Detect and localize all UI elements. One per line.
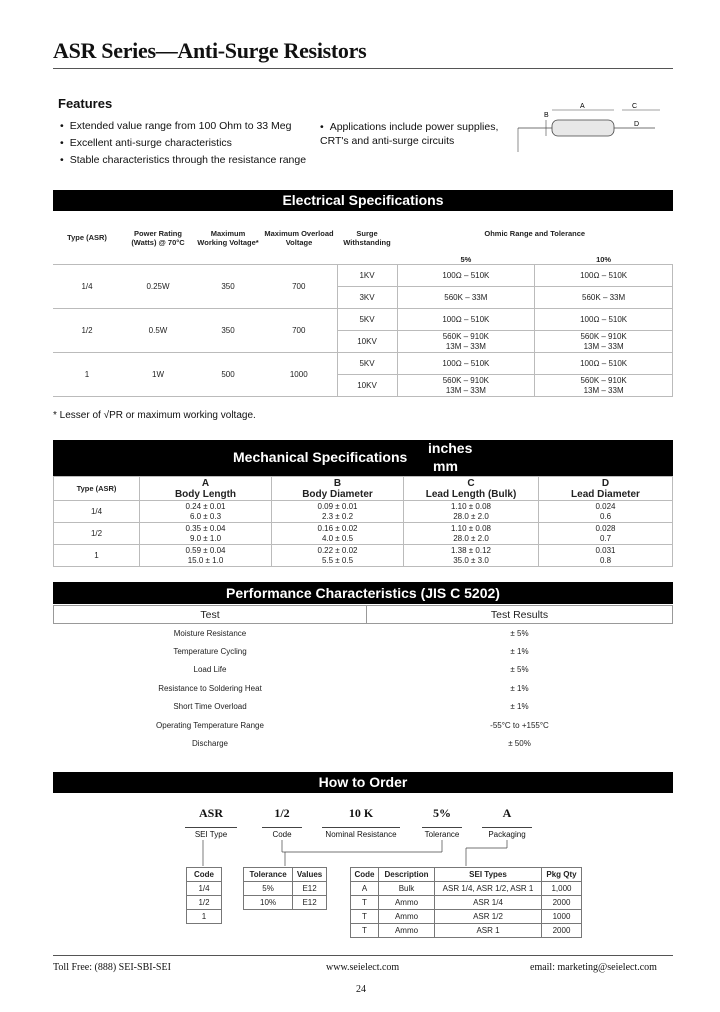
elec-value-cell: 100Ω – 510K <box>397 353 535 375</box>
perf-test-cell: Short Time Overload <box>173 702 247 712</box>
pkg-cell: 1,000 <box>542 882 582 896</box>
mech-d-cell: 0.028 0.7 <box>539 523 673 545</box>
elec-working-cell: 500 <box>195 353 261 397</box>
order-code-header: Code <box>187 868 222 882</box>
pkg-cell: 2000 <box>542 896 582 910</box>
tolerance-header: Tolerance <box>244 868 293 882</box>
elec-working-cell: 350 <box>195 265 261 309</box>
elec-value-cell: 1KV <box>337 265 397 287</box>
features-heading: Features <box>58 96 113 111</box>
col-tol5: 5% <box>397 255 535 265</box>
mech-a-cell: 0.35 ± 0.04 9.0 ± 1.0 <box>140 523 272 545</box>
footer-phone: Toll Free: (888) SEI-SBI-SEI <box>53 962 171 973</box>
table-row <box>187 910 222 924</box>
elec-value-cell: 3KV <box>337 287 397 309</box>
col-type: Type (ASR) <box>53 211 121 265</box>
col-power: Power Rating (Watts) @ 70°C <box>121 211 195 265</box>
footer-email[interactable]: email: marketing@seielect.com <box>530 962 657 973</box>
table-row <box>351 924 582 938</box>
perf-result-cell: ± 50% <box>508 739 531 749</box>
perf-col-test: Test <box>54 606 367 624</box>
elec-overload-cell: 700 <box>261 309 337 353</box>
elec-power-cell: 1W <box>121 353 195 397</box>
mechanical-title: Mechanical Specifications <box>233 449 408 465</box>
perf-result-cell: ± 5% <box>510 628 529 638</box>
elec-value-cell: 560K – 33M <box>535 287 673 309</box>
pkg-types-header: SEI Types <box>435 868 542 882</box>
order-code-label: SEI Type <box>185 827 237 839</box>
col-ohmic: Ohmic Range and Tolerance <box>484 228 586 238</box>
performance-title: Performance Characteristics (JIS C 5202) <box>53 582 673 604</box>
feature-item: • Applications include power supplies, CRT's and anti-surge circuits <box>320 120 505 148</box>
mech-a-cell: 0.24 ± 0.01 6.0 ± 0.3 <box>140 501 272 523</box>
elec-value-cell: 100Ω – 510K <box>535 309 673 331</box>
pkg-desc-header: Description <box>379 868 435 882</box>
mech-c-cell: 1.10 ± 0.08 28.0 ± 2.0 <box>404 523 539 545</box>
values-header: Values <box>293 868 327 882</box>
table-row <box>351 910 582 924</box>
order-tolerance-table <box>243 867 327 910</box>
mechanical-units-mm: mm <box>433 458 458 474</box>
order-title: How to Order <box>53 772 673 793</box>
perf-result-cell: ± 1% <box>510 683 529 693</box>
mech-col-a: A Body Length <box>140 477 272 501</box>
order-code-cell: 1/2 <box>187 896 222 910</box>
mech-b-cell: 0.16 ± 0.02 4.0 ± 0.5 <box>272 523 404 545</box>
perf-result-cell: ± 1% <box>510 646 529 656</box>
perf-test-cell: Temperature Cycling <box>173 646 247 656</box>
order-code-value: 1/2 <box>274 806 290 820</box>
elec-value-cell: 10KV <box>337 375 397 397</box>
order-code-label: Packaging <box>482 827 532 839</box>
elec-value-cell: 560K – 910K 13M – 33M <box>397 375 535 397</box>
elec-overload-cell: 1000 <box>261 353 337 397</box>
mech-col-c: C Lead Length (Bulk) <box>404 477 539 501</box>
pkg-cell: Ammo <box>379 896 435 910</box>
pkg-cell: Ammo <box>379 910 435 924</box>
pkg-cell: ASR 1/4 <box>435 896 542 910</box>
perf-test-cell: Resistance to Soldering Heat <box>158 683 262 693</box>
mech-col-b: B Body Diameter <box>272 477 404 501</box>
order-packaging-table <box>350 867 582 938</box>
col-tol10: 10% <box>535 255 673 265</box>
elec-value-cell: 5KV <box>337 309 397 331</box>
pkg-cell: 2000 <box>542 924 582 938</box>
pkg-qty-header: Pkg Qty <box>542 868 582 882</box>
elec-power-cell: 0.25W <box>121 265 195 309</box>
diagram-label-d: D <box>634 121 640 128</box>
mech-col-type: Type (ASR) <box>54 477 140 501</box>
diagram-label-b: B <box>544 112 549 119</box>
mech-b-cell: 0.22 ± 0.02 5.5 ± 0.5 <box>272 545 404 567</box>
mech-type-cell: 1 <box>54 545 140 567</box>
elec-value-cell: 560K – 33M <box>397 287 535 309</box>
elec-working-cell: 350 <box>195 309 261 353</box>
pkg-cell: T <box>351 910 379 924</box>
values-cell: E12 <box>293 882 327 896</box>
elec-value-cell: 10KV <box>337 331 397 353</box>
mech-b-cell: 0.09 ± 0.01 2.3 ± 0.2 <box>272 501 404 523</box>
diagram-label-a: A <box>580 103 585 110</box>
table-row <box>187 882 222 896</box>
table-row <box>244 882 327 896</box>
table-row <box>351 896 582 910</box>
order-code-table <box>186 867 222 924</box>
col-overload: Maximum Overload Voltage <box>261 211 337 265</box>
elec-value-cell: 560K – 910K 13M – 33M <box>535 331 673 353</box>
perf-test-cell: Load Life <box>193 665 227 675</box>
diagram-label-c: C <box>632 103 638 110</box>
pkg-cell: A <box>351 882 379 896</box>
perf-col-results: Test Results <box>367 606 673 624</box>
order-code-value: 5% <box>433 806 451 820</box>
pkg-cell: ASR 1 <box>435 924 542 938</box>
pkg-cell: ASR 1/4, ASR 1/2, ASR 1 <box>435 882 542 896</box>
order-code-label: Tolerance <box>422 827 462 839</box>
pkg-cell: Bulk <box>379 882 435 896</box>
pkg-code-header: Code <box>351 868 379 882</box>
elec-type-cell: 1/2 <box>53 309 121 353</box>
mech-d-cell: 0.031 0.8 <box>539 545 673 567</box>
elec-type-cell: 1/4 <box>53 265 121 309</box>
feature-item: • Excellent anti-surge characteristics <box>60 137 320 149</box>
tolerance-cell: 10% <box>244 896 293 910</box>
footer-web[interactable]: www.seielect.com <box>326 962 400 973</box>
feature-item: • Extended value range from 100 Ohm to 33 Meg <box>60 120 320 132</box>
elec-value-cell: 100Ω – 510K <box>535 265 673 287</box>
order-code-value: A <box>502 806 512 820</box>
mech-col-d: D Lead Diameter <box>539 477 673 501</box>
perf-result-cell: -55°C to +155°C <box>490 720 549 730</box>
mech-c-cell: 1.38 ± 0.12 35.0 ± 3.0 <box>404 545 539 567</box>
elec-value-cell: 100Ω – 510K <box>397 309 535 331</box>
mech-type-cell: 1/4 <box>54 501 140 523</box>
table-row <box>244 896 327 910</box>
elec-overload-cell: 700 <box>261 265 337 309</box>
perf-result-cell: ± 5% <box>510 665 529 675</box>
table-row <box>351 882 582 896</box>
col-surge: Surge Withstanding <box>337 211 397 265</box>
pkg-cell: T <box>351 924 379 938</box>
order-code-cell: 1 <box>187 910 222 924</box>
electrical-title: Electrical Specifications <box>53 190 673 211</box>
feature-item: • Stable characteristics through the resistance range <box>60 154 320 166</box>
perf-test-cell: Operating Temperature Range <box>156 720 264 730</box>
order-code-value: ASR <box>198 806 223 820</box>
mech-d-cell: 0.024 0.6 <box>539 501 673 523</box>
table-row <box>187 896 222 910</box>
elec-power-cell: 0.5W <box>121 309 195 353</box>
elec-value-cell: 100Ω – 510K <box>535 353 673 375</box>
elec-value-cell: 100Ω – 510K <box>397 265 535 287</box>
col-working: Maximum Working Voltage* <box>195 211 261 265</box>
mechanical-units-inches: inches <box>428 440 473 456</box>
elec-value-cell: 560K – 910K 13M – 33M <box>397 331 535 353</box>
order-code-value: 10 K <box>348 806 374 820</box>
elec-value-cell: 560K – 910K 13M – 33M <box>535 375 673 397</box>
pkg-cell: ASR 1/2 <box>435 910 542 924</box>
pkg-cell: Ammo <box>379 924 435 938</box>
elec-type-cell: 1 <box>53 353 121 397</box>
mech-a-cell: 0.59 ± 0.04 15.0 ± 1.0 <box>140 545 272 567</box>
order-code-label: Nominal Resistance <box>322 827 400 839</box>
order-code-label: Code <box>262 827 302 839</box>
pkg-cell: T <box>351 896 379 910</box>
page-title: ASR Series—Anti-Surge Resistors <box>53 38 367 63</box>
mech-type-cell: 1/2 <box>54 523 140 545</box>
tolerance-cell: 5% <box>244 882 293 896</box>
values-cell: E12 <box>293 896 327 910</box>
electrical-footnote: * Lesser of √PR or maximum working voltage. <box>53 410 256 421</box>
footer-rule <box>53 955 673 956</box>
page-number: 24 <box>356 984 366 995</box>
elec-value-cell: 5KV <box>337 353 397 375</box>
perf-test-cell: Discharge <box>191 739 228 749</box>
perf-result-cell: ± 1% <box>510 702 529 712</box>
pkg-cell: 1000 <box>542 910 582 924</box>
perf-test-cell: Moisture Resistance <box>173 628 247 638</box>
mech-c-cell: 1.10 ± 0.08 28.0 ± 2.0 <box>404 501 539 523</box>
order-code-cell: 1/4 <box>187 882 222 896</box>
